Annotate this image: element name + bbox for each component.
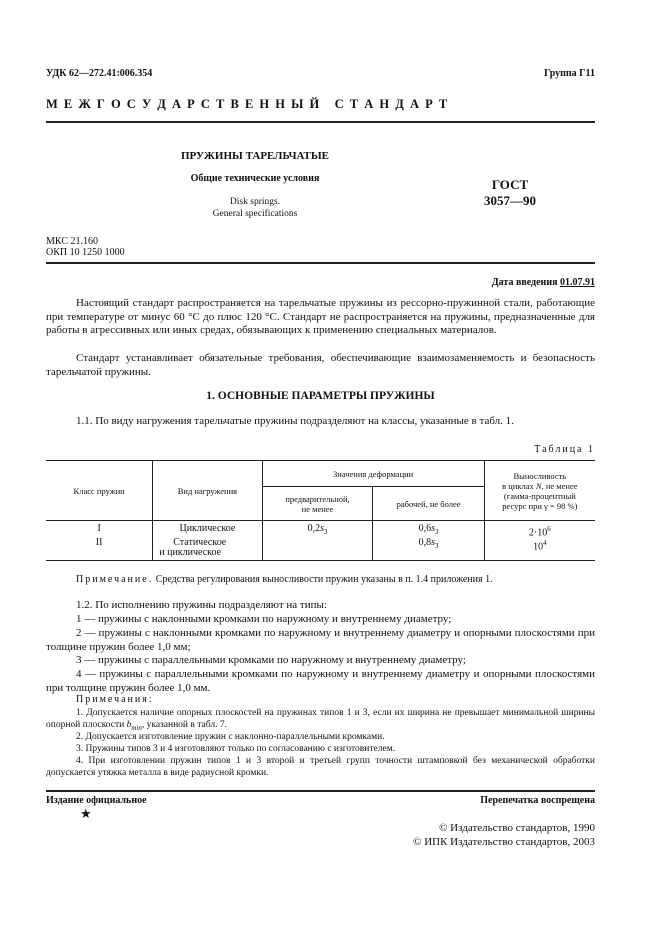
intro-paragraph-2: Стандарт устанавливает обязательные требования, обеспечивающие взаимозаменяемость и безопасность тарельчатой пружины.: [46, 352, 595, 378]
official-edition: Издание официальное: [46, 795, 147, 806]
th-endurance-line2: в циклах N, не менее: [502, 480, 578, 491]
en-title-line2: General specifications: [212, 209, 298, 219]
th-endurance-line1: Выносливость: [513, 470, 567, 481]
cell-class-1: I: [46, 521, 153, 539]
table-1-label: Таблица 1: [534, 444, 595, 455]
date-label: Дата введения: [491, 277, 558, 288]
note-1: 1. Допускается наличие опорных плоскостей на пружинах типов 1 и 3, если их ширина не превышает минимальной ширины опорной плоскости $b_{min}$, указанной в табл. 7.: [46, 708, 595, 732]
reprint-prohibited: Перепечатка воспрещена: [480, 795, 595, 806]
clause-1-1: 1.1. По виду нагружения тарельчатые пружины подразделяют на классы, указанные в табл. 1.: [76, 415, 514, 427]
effective-date: [492, 277, 595, 288]
udk-code: УДК 62—272.41:006.354: [46, 68, 153, 79]
group-code: Группа Г11: [544, 68, 595, 79]
gost-number: 3057—90: [484, 193, 536, 208]
cell-end-2: $10^4$: [484, 538, 595, 560]
notes-label: Примечания:: [76, 694, 154, 705]
cell-end-1: $2\cdot 10^6$: [528, 525, 551, 539]
cell-pre-1: $0,2s_3$: [262, 521, 373, 539]
table-note-text: Средства регулирования выносливости пружин указаны в п. 1.4 приложения 1.: [155, 574, 493, 585]
intro-paragraph-1: Настоящий стандарт распространяется на тарельчатые пружины из рессорно-пружинной стали, работающие при температуре от минус 60 °С до плюс 120 °С. Стандарт не распространяется на пружины, предназначенные для работы в агрессивных или иных средах, обязывающих к применению специальных материалов.: [46, 297, 595, 336]
section-1-heading: 1. ОСНОВНЫЕ ПАРАМЕТРЫ ПРУЖИНЫ: [206, 390, 435, 402]
en-title-line1: Disk springs.: [229, 197, 281, 207]
th-preliminary: предварительной, не менее: [262, 487, 373, 521]
note-2: 2. Допускается изготовление пружин с наклонно-параллельными кромками.: [76, 732, 385, 742]
cell-class-2: II: [46, 538, 153, 560]
doc-title: ПРУЖИНЫ ТАРЕЛЬЧАТЫЕ: [180, 150, 330, 162]
type-2: 2 — пружины с наклонными кромками по наружному и внутреннему диаметру и опорными плоскостями при толщине пружин более 1,0 мм;: [46, 627, 595, 653]
cell-work-2: $0,8s_3$: [373, 538, 484, 560]
cell-pre-2: [262, 538, 373, 560]
copyright-2003: © ИПК Издательство стандартов, 2003: [413, 836, 595, 848]
type-4: 4 — пружины с параллельными кромками по наружному и внутреннему диаметру и опорными плоскостями при толщине пружин более 1,0 мм.: [46, 668, 595, 694]
table-1: [46, 460, 595, 561]
footer-rule: [46, 790, 595, 792]
note-3: 3. Пружины типов 3 и 4 изготовляют только по согласованию с изготовителем.: [76, 744, 396, 754]
table-note-label: Примечание.: [76, 574, 154, 585]
cell-work-1: $0,6s_3$: [373, 521, 484, 539]
note-4: 4. При изготовлении пружин типов 1 и 3 второй и третьей групп точности штамповкой без механической обработки допускается утяжка металла в виде радиусной кромки.: [46, 756, 595, 778]
th-working: рабочей, не более: [373, 487, 484, 521]
gost-label: ГОСТ: [491, 177, 529, 192]
th-deformation: Значения деформации: [262, 461, 484, 487]
type-3: 3 — пружины с параллельными кромками по наружному и внутреннему диаметру;: [76, 654, 466, 666]
star-icon: ★: [80, 806, 92, 821]
cell-load-1: Циклическое: [153, 521, 262, 539]
table-note: [46, 574, 595, 585]
copyright-1990: © Издательство стандартов, 1990: [439, 822, 595, 834]
codes-rule: [46, 262, 595, 264]
date-value: 01.07.91: [560, 277, 595, 288]
th-class: Класс пружин: [46, 461, 153, 521]
th-load: Вид нагружения: [153, 461, 262, 521]
doc-subtitle: Общие технические условия: [190, 173, 320, 184]
th-endurance-line4: ресурс при γ = 98 %): [502, 500, 578, 511]
th-endurance-line3: (гамма-процентный: [503, 490, 576, 501]
banner-rule: [46, 121, 595, 123]
th-endurance: [484, 461, 595, 521]
okp-code: ОКП 10 1250 1000: [46, 247, 125, 258]
cell-load-2: Статическое и циклическое: [153, 538, 262, 560]
standard-banner: М Е Ж Г О С У Д А Р С Т В Е Н Н Ы Й С Т А Н Д А Р Т: [46, 97, 449, 111]
mks-code: МКС 21.160: [46, 236, 98, 247]
type-1: 1 — пружины с наклонными кромками по наружному и внутреннему диаметру;: [76, 613, 452, 625]
clause-1-2-intro: 1.2. По исполнению пружины подразделяют на типы:: [76, 599, 327, 611]
